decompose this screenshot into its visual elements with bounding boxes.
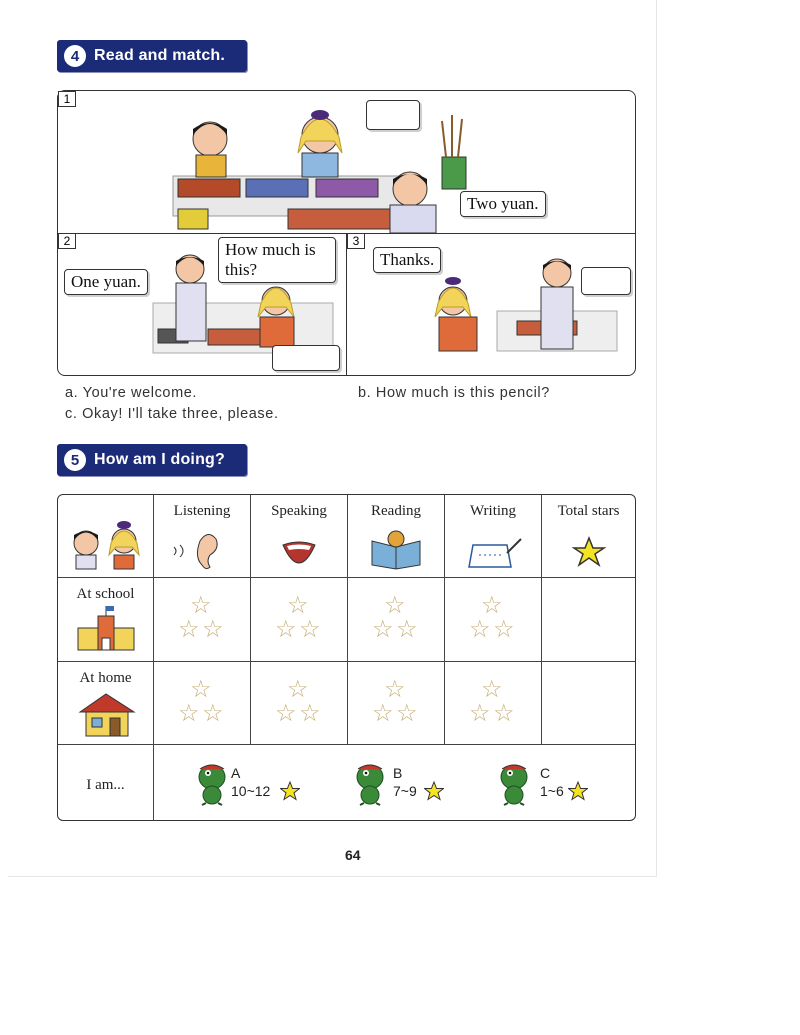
star-outline-icon[interactable]: ☆: [481, 592, 503, 619]
star-outline-icon[interactable]: ☆: [372, 616, 394, 643]
section-5-number: 5: [64, 449, 86, 471]
star-outline-icon[interactable]: ☆: [299, 700, 321, 727]
header-total-stars: [542, 495, 635, 578]
shop-counter-illustration: [58, 91, 635, 233]
header-listening-label: Listening: [173, 503, 231, 519]
star-outline-icon[interactable]: ☆: [481, 676, 503, 703]
star-outline-icon[interactable]: ☆: [396, 700, 418, 727]
level-c-range: 1~6: [540, 783, 564, 799]
row-at-home: [58, 662, 154, 745]
star-outline-icon[interactable]: ☆: [178, 700, 200, 727]
panel-3-bubble: Thanks.: [373, 247, 441, 273]
panel-1-number: 1: [58, 91, 76, 107]
school-total-cell[interactable]: [542, 578, 635, 662]
home-writing-cell[interactable]: [445, 662, 542, 745]
star-filled-icon: [280, 781, 300, 801]
panel-2-right-bubble: How much is this?: [218, 237, 336, 283]
section-5-title: How am I doing?: [94, 451, 225, 468]
book-icon: [348, 495, 445, 578]
row-at-home-label: At home: [79, 670, 132, 686]
panel-2: [58, 233, 346, 375]
star-filled-icon: [424, 781, 444, 801]
workbook-page: [8, 0, 657, 877]
star-filled-icon: [542, 495, 635, 578]
mascot-icon: [350, 759, 390, 807]
row-i-am: [58, 745, 154, 820]
star-outline-icon[interactable]: ☆: [493, 616, 515, 643]
ear-icon: [154, 495, 251, 578]
comic-strip: [57, 90, 636, 376]
star-outline-icon[interactable]: ☆: [372, 700, 394, 727]
panel-2-left-bubble: One yuan.: [64, 269, 148, 295]
school-speaking-cell[interactable]: [251, 578, 348, 662]
option-a: a. You're welcome.: [65, 385, 198, 401]
star-outline-icon[interactable]: ☆: [202, 700, 224, 727]
star-outline-icon[interactable]: ☆: [178, 616, 200, 643]
star-outline-icon[interactable]: ☆: [299, 616, 321, 643]
house-icon: [58, 662, 154, 745]
panel-1-empty-bubble[interactable]: [366, 100, 420, 130]
level-b-range: 7~9: [393, 783, 417, 799]
mascot-icon: [192, 759, 232, 807]
option-b: b. How much is this pencil?: [358, 385, 550, 401]
star-outline-icon[interactable]: ☆: [384, 676, 406, 703]
star-outline-icon[interactable]: ☆: [275, 700, 297, 727]
star-outline-icon[interactable]: ☆: [275, 616, 297, 643]
row-at-school-label: At school: [76, 586, 135, 602]
header-writing-label: Writing: [469, 503, 517, 519]
option-c: c. Okay! I'll take three, please.: [65, 406, 279, 422]
star-outline-icon[interactable]: ☆: [190, 592, 212, 619]
home-reading-cell[interactable]: [348, 662, 445, 745]
star-outline-icon[interactable]: ☆: [384, 592, 406, 619]
star-outline-icon[interactable]: ☆: [190, 676, 212, 703]
star-outline-icon[interactable]: ☆: [469, 700, 491, 727]
school-icon: [58, 578, 154, 662]
panel-3-number: 3: [347, 233, 365, 249]
star-outline-icon[interactable]: ☆: [287, 592, 309, 619]
header-speaking-label: Speaking: [271, 503, 327, 519]
star-filled-icon: [568, 781, 588, 801]
kids-icon-cell: [58, 495, 154, 578]
home-listening-cell[interactable]: [154, 662, 251, 745]
panel-3: [347, 233, 635, 375]
section-4-number: 4: [64, 45, 86, 67]
panel-2-number: 2: [58, 233, 76, 249]
header-reading: [348, 495, 445, 578]
header-total-stars-label: Total stars: [557, 503, 620, 519]
notepad-pencil-icon: [445, 495, 542, 578]
level-c-grade: C: [540, 765, 551, 781]
panel-1-bubble: Two yuan.: [460, 191, 546, 217]
level-b-grade: B: [393, 765, 403, 781]
home-total-cell[interactable]: [542, 662, 635, 745]
level-a-range: 10~12: [231, 783, 271, 799]
school-writing-cell[interactable]: [445, 578, 542, 662]
panel-3-empty-bubble[interactable]: [581, 267, 631, 295]
section-4-header: [57, 40, 247, 72]
header-writing: [445, 495, 542, 578]
panel-2-empty-bubble[interactable]: [272, 345, 340, 371]
star-outline-icon[interactable]: ☆: [202, 616, 224, 643]
section-5-header: [57, 444, 247, 476]
star-outline-icon[interactable]: ☆: [493, 700, 515, 727]
row-i-am-label: I am...: [86, 777, 125, 793]
school-listening-cell[interactable]: [154, 578, 251, 662]
level-scale: [154, 745, 635, 820]
header-speaking: [251, 495, 348, 578]
header-listening: [154, 495, 251, 578]
school-reading-cell[interactable]: [348, 578, 445, 662]
page-number: 64: [345, 847, 361, 863]
kids-icon: [58, 495, 154, 578]
panel-1: [58, 91, 635, 233]
mascot-icon: [494, 759, 534, 807]
row-at-school: [58, 578, 154, 662]
section-4-title: Read and match.: [94, 47, 226, 64]
header-reading-label: Reading: [371, 503, 421, 519]
mouth-icon: [251, 495, 348, 578]
star-outline-icon[interactable]: ☆: [469, 616, 491, 643]
star-outline-icon[interactable]: ☆: [396, 616, 418, 643]
self-assessment-table: [57, 494, 636, 821]
level-a-grade: A: [231, 765, 241, 781]
home-speaking-cell[interactable]: [251, 662, 348, 745]
star-outline-icon[interactable]: ☆: [287, 676, 309, 703]
